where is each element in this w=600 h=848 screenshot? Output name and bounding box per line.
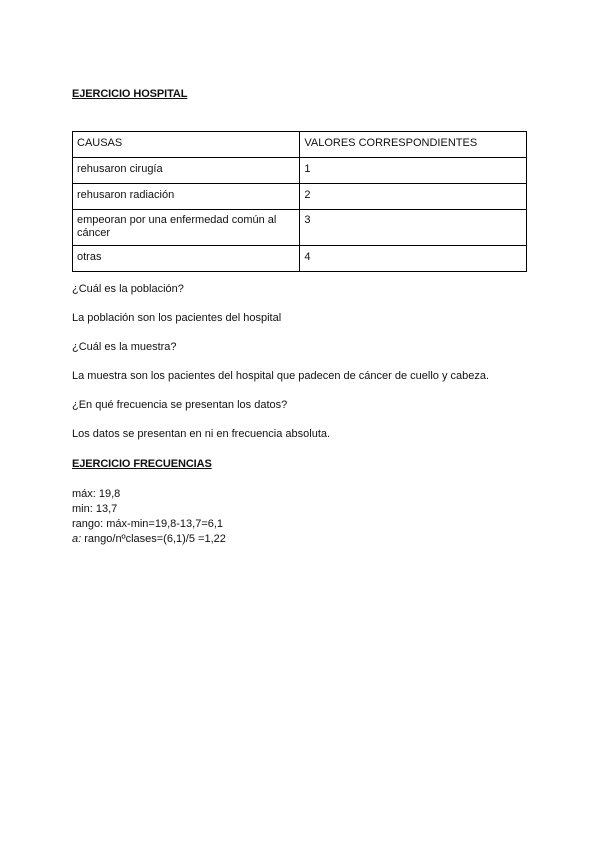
range-line: rango: máx-min=19,8-13,7=6,1 xyxy=(72,518,224,530)
max-line: máx: 19,8 xyxy=(72,488,121,500)
table-row xyxy=(73,158,527,184)
question-population: ¿Cuál es la población? xyxy=(72,283,184,295)
table-header-cell: VALORES CORRESPONDIENTES xyxy=(300,132,527,158)
table-cell: 2 xyxy=(300,184,527,210)
min-line: min: 13,7 xyxy=(72,503,118,515)
class-width-formula: rango/nºclases=(6,1)/5 =1,22 xyxy=(84,533,226,545)
table-cell: 4 xyxy=(300,246,527,272)
table-row xyxy=(73,184,527,210)
table-row xyxy=(73,210,527,246)
question-frequency: ¿En qué frecuencia se presentan los datos? xyxy=(72,399,288,411)
table-cell: empeoran por una enfermedad común al cáncer xyxy=(73,210,300,246)
question-sample: ¿Cuál es la muestra? xyxy=(72,341,177,353)
table-cell: otras xyxy=(73,246,300,272)
table-cell: rehusaron radiación xyxy=(73,184,300,210)
table-cell: 1 xyxy=(300,158,527,184)
frequency-calculations xyxy=(72,487,226,547)
class-width-line xyxy=(72,532,226,547)
exercise-frequencies-title: EJERCICIO FRECUENCIAS xyxy=(72,458,212,470)
table-header-row xyxy=(73,132,527,158)
answer-population: La población son los pacientes del hospital xyxy=(72,312,282,324)
causes-table xyxy=(72,131,527,272)
answer-sample: La muestra son los pacientes del hospital que padecen de cáncer de cuello y cabeza. xyxy=(72,370,490,382)
table-row xyxy=(73,246,527,272)
table-cell: 3 xyxy=(300,210,527,246)
table-header-cell: CAUSAS xyxy=(73,132,300,158)
exercise-hospital-title: EJERCICIO HOSPITAL xyxy=(72,88,188,100)
class-width-symbol: a: xyxy=(72,533,82,545)
answer-frequency: Los datos se presentan en ni en frecuencia absoluta. xyxy=(72,428,331,440)
table-cell: rehusaron cirugía xyxy=(73,158,300,184)
